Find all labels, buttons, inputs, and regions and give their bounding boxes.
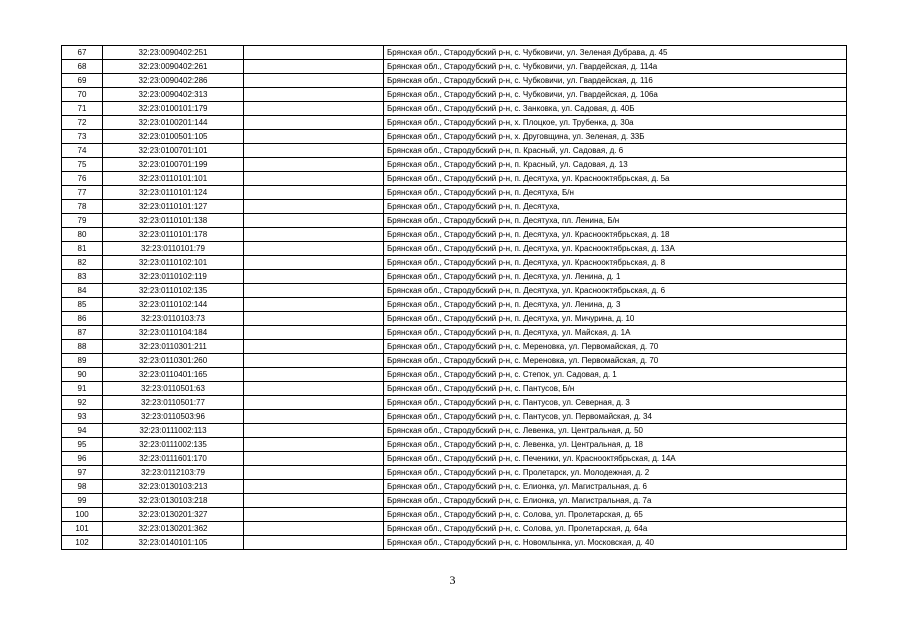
empty-cell [244, 158, 384, 172]
row-number-cell: 67 [62, 46, 103, 60]
cadastral-number-cell: 32:23:0130201:362 [103, 522, 244, 536]
cadastral-number-cell: 32:23:0110501:63 [103, 382, 244, 396]
cadastral-number-cell: 32:23:0110101:127 [103, 200, 244, 214]
cadastral-number-cell: 32:23:0100501:105 [103, 130, 244, 144]
cadastral-number-cell: 32:23:0140101:105 [103, 536, 244, 550]
table-row [62, 480, 847, 494]
address-cell: Брянская обл., Стародубский р-н, п. Красный, ул. Садовая, д. 13 [384, 158, 847, 172]
cadastral-number-cell: 32:23:0130201:327 [103, 508, 244, 522]
row-number-cell: 92 [62, 396, 103, 410]
cadastral-number-cell: 32:23:0110103:73 [103, 312, 244, 326]
cadastral-number-cell: 32:23:0110102:135 [103, 284, 244, 298]
address-cell: Брянская обл., Стародубский р-н, п. Десятуха, Б/н [384, 186, 847, 200]
address-cell: Брянская обл., Стародубский р-н, п. Десятуха, ул. Краснооктябрьская, д. 18 [384, 228, 847, 242]
address-cell: Брянская обл., Стародубский р-н, с. Левенка, ул. Центральная, д. 18 [384, 438, 847, 452]
row-number-cell: 94 [62, 424, 103, 438]
row-number-cell: 98 [62, 480, 103, 494]
table-row [62, 354, 847, 368]
address-cell: Брянская обл., Стародубский р-н, х. Друговщина, ул. Зеленая, д. 33Б [384, 130, 847, 144]
empty-cell [244, 298, 384, 312]
address-cell: Брянская обл., Стародубский р-н, с. Новомлынка, ул. Московская, д. 40 [384, 536, 847, 550]
empty-cell [244, 214, 384, 228]
cadastral-number-cell: 32:23:0110102:144 [103, 298, 244, 312]
row-number-cell: 88 [62, 340, 103, 354]
cadastral-number-cell: 32:23:0111601:170 [103, 452, 244, 466]
address-cell: Брянская обл., Стародубский р-н, с. Елионка, ул. Магистральная, д. 6 [384, 480, 847, 494]
row-number-cell: 90 [62, 368, 103, 382]
table-row [62, 284, 847, 298]
cadastral-number-cell: 32:23:0110102:101 [103, 256, 244, 270]
table-row [62, 186, 847, 200]
empty-cell [244, 172, 384, 186]
empty-cell [244, 368, 384, 382]
address-cell: Брянская обл., Стародубский р-н, п. Десятуха, ул. Майская, д. 1А [384, 326, 847, 340]
table-row [62, 494, 847, 508]
empty-cell [244, 508, 384, 522]
empty-cell [244, 60, 384, 74]
cadastral-number-cell: 32:23:0110101:124 [103, 186, 244, 200]
table-row [62, 158, 847, 172]
cadastral-number-cell: 32:23:0110101:178 [103, 228, 244, 242]
table-row [62, 438, 847, 452]
cadastral-number-cell: 32:23:0112103:79 [103, 466, 244, 480]
row-number-cell: 95 [62, 438, 103, 452]
table-row [62, 256, 847, 270]
row-number-cell: 70 [62, 88, 103, 102]
empty-cell [244, 494, 384, 508]
address-cell: Брянская обл., Стародубский р-н, с. Солова, ул. Пролетарская, д. 65 [384, 508, 847, 522]
address-cell: Брянская обл., Стародубский р-н, п. Десятуха, пл. Ленина, Б/н [384, 214, 847, 228]
address-cell: Брянская обл., Стародубский р-н, п. Десятуха, ул. Краснооктябрьская, д. 8 [384, 256, 847, 270]
cadastral-number-cell: 32:23:0110102:119 [103, 270, 244, 284]
table-row [62, 144, 847, 158]
empty-cell [244, 284, 384, 298]
row-number-cell: 73 [62, 130, 103, 144]
cadastral-number-cell: 32:23:0111002:113 [103, 424, 244, 438]
row-number-cell: 87 [62, 326, 103, 340]
table-row [62, 88, 847, 102]
row-number-cell: 84 [62, 284, 103, 298]
table-row [62, 228, 847, 242]
cadastral-number-cell: 32:23:0100101:179 [103, 102, 244, 116]
address-cell: Брянская обл., Стародубский р-н, п. Десятуха, [384, 200, 847, 214]
row-number-cell: 102 [62, 536, 103, 550]
row-number-cell: 89 [62, 354, 103, 368]
table-row [62, 466, 847, 480]
table-row [62, 200, 847, 214]
empty-cell [244, 74, 384, 88]
cadastral-number-cell: 32:23:0100201:144 [103, 116, 244, 130]
table-row [62, 270, 847, 284]
cadastral-number-cell: 32:23:0110503:96 [103, 410, 244, 424]
empty-cell [244, 228, 384, 242]
address-cell: Брянская обл., Стародубский р-н, с. Чубковичи, ул. Гвардейская, д. 106а [384, 88, 847, 102]
row-number-cell: 100 [62, 508, 103, 522]
empty-cell [244, 186, 384, 200]
cadastral-number-cell: 32:23:0110401:165 [103, 368, 244, 382]
table-row [62, 396, 847, 410]
cadastral-number-cell: 32:23:0100701:199 [103, 158, 244, 172]
row-number-cell: 93 [62, 410, 103, 424]
cadastral-number-cell: 32:23:0090402:251 [103, 46, 244, 60]
address-cell: Брянская обл., Стародубский р-н, п. Десятуха, ул. Ленина, д. 3 [384, 298, 847, 312]
table-row [62, 382, 847, 396]
address-cell: Брянская обл., Стародубский р-н, п. Десятуха, ул. Краснооктябрьская, д. 6 [384, 284, 847, 298]
table-row [62, 298, 847, 312]
table-row [62, 326, 847, 340]
empty-cell [244, 354, 384, 368]
address-cell: Брянская обл., Стародубский р-н, п. Десятуха, ул. Краснооктябрьская, д. 13А [384, 242, 847, 256]
empty-cell [244, 242, 384, 256]
address-cell: Брянская обл., Стародубский р-н, с. Пролетарск, ул. Молодежная, д. 2 [384, 466, 847, 480]
table-row [62, 102, 847, 116]
empty-cell [244, 438, 384, 452]
address-cell: Брянская обл., Стародубский р-н, с. Пантусов, ул. Первомайская, д. 34 [384, 410, 847, 424]
address-cell: Брянская обл., Стародубский р-н, с. Пантусов, Б/н [384, 382, 847, 396]
address-cell: Брянская обл., Стародубский р-н, с. Степок, ул. Садовая, д. 1 [384, 368, 847, 382]
empty-cell [244, 410, 384, 424]
table-row [62, 452, 847, 466]
property-table-body [62, 46, 847, 550]
empty-cell [244, 102, 384, 116]
table-row [62, 60, 847, 74]
row-number-cell: 79 [62, 214, 103, 228]
row-number-cell: 83 [62, 270, 103, 284]
table-row [62, 410, 847, 424]
address-cell: Брянская обл., Стародубский р-н, с. Мереновка, ул. Первомайская, д. 70 [384, 340, 847, 354]
empty-cell [244, 88, 384, 102]
row-number-cell: 91 [62, 382, 103, 396]
cadastral-number-cell: 32:23:0110101:101 [103, 172, 244, 186]
address-cell: Брянская обл., Стародубский р-н, с. Чубковичи, ул. Зеленая Дубрава, д. 45 [384, 46, 847, 60]
empty-cell [244, 312, 384, 326]
cadastral-number-cell: 32:23:0110501:77 [103, 396, 244, 410]
address-cell: Брянская обл., Стародубский р-н, с. Печеники, ул. Краснооктябрьская, д. 14А [384, 452, 847, 466]
row-number-cell: 81 [62, 242, 103, 256]
table-row [62, 340, 847, 354]
address-cell: Брянская обл., Стародубский р-н, п. Десятуха, ул. Ленина, д. 1 [384, 270, 847, 284]
address-cell: Брянская обл., Стародубский р-н, п. Десятуха, ул. Краснооктябрьская, д. 5а [384, 172, 847, 186]
table-row [62, 522, 847, 536]
address-cell: Брянская обл., Стародубский р-н, с. Мереновка, ул. Первомайская, д. 70 [384, 354, 847, 368]
empty-cell [244, 270, 384, 284]
address-cell: Брянская обл., Стародубский р-н, с. Елионка, ул. Магистральная, д. 7а [384, 494, 847, 508]
row-number-cell: 99 [62, 494, 103, 508]
address-cell: Брянская обл., Стародубский р-н, п. Красный, ул. Садовая, д. 6 [384, 144, 847, 158]
cadastral-number-cell: 32:23:0110104:184 [103, 326, 244, 340]
table-row [62, 172, 847, 186]
row-number-cell: 82 [62, 256, 103, 270]
cadastral-number-cell: 32:23:0090402:261 [103, 60, 244, 74]
page-number: 3 [449, 573, 456, 587]
row-number-cell: 69 [62, 74, 103, 88]
address-cell: Брянская обл., Стародубский р-н, х. Плоцкое, ул. Трубенка, д. 30а [384, 116, 847, 130]
cadastral-number-cell: 32:23:0090402:313 [103, 88, 244, 102]
table-row [62, 46, 847, 60]
cadastral-number-cell: 32:23:0100701:101 [103, 144, 244, 158]
row-number-cell: 86 [62, 312, 103, 326]
address-cell: Брянская обл., Стародубский р-н, с. Пантусов, ул. Северная, д. 3 [384, 396, 847, 410]
row-number-cell: 76 [62, 172, 103, 186]
empty-cell [244, 46, 384, 60]
address-cell: Брянская обл., Стародубский р-н, с. Чубковичи, ул. Гвардейская, д. 116 [384, 74, 847, 88]
cadastral-number-cell: 32:23:0130103:213 [103, 480, 244, 494]
empty-cell [244, 326, 384, 340]
cadastral-number-cell: 32:23:0130103:218 [103, 494, 244, 508]
cadastral-number-cell: 32:23:0110101:138 [103, 214, 244, 228]
empty-cell [244, 200, 384, 214]
table-row [62, 116, 847, 130]
empty-cell [244, 424, 384, 438]
empty-cell [244, 480, 384, 494]
address-cell: Брянская обл., Стародубский р-н, с. Занковка, ул. Садовая, д. 40Б [384, 102, 847, 116]
empty-cell [244, 452, 384, 466]
empty-cell [244, 256, 384, 270]
empty-cell [244, 466, 384, 480]
address-cell: Брянская обл., Стародубский р-н, с. Чубковичи, ул. Гвардейская, д. 114а [384, 60, 847, 74]
row-number-cell: 72 [62, 116, 103, 130]
cadastral-number-cell: 32:23:0111002:135 [103, 438, 244, 452]
table-row [62, 242, 847, 256]
cadastral-number-cell: 32:23:0110301:260 [103, 354, 244, 368]
address-cell: Брянская обл., Стародубский р-н, п. Десятуха, ул. Мичурина, д. 10 [384, 312, 847, 326]
table-row [62, 368, 847, 382]
row-number-cell: 78 [62, 200, 103, 214]
empty-cell [244, 536, 384, 550]
property-table [61, 45, 847, 550]
table-row [62, 214, 847, 228]
row-number-cell: 77 [62, 186, 103, 200]
table-row [62, 74, 847, 88]
row-number-cell: 68 [62, 60, 103, 74]
row-number-cell: 75 [62, 158, 103, 172]
table-row [62, 536, 847, 550]
row-number-cell: 80 [62, 228, 103, 242]
empty-cell [244, 382, 384, 396]
row-number-cell: 97 [62, 466, 103, 480]
cadastral-number-cell: 32:23:0110101:79 [103, 242, 244, 256]
table-row [62, 508, 847, 522]
empty-cell [244, 522, 384, 536]
address-cell: Брянская обл., Стародубский р-н, с. Левенка, ул. Центральная, д. 50 [384, 424, 847, 438]
empty-cell [244, 396, 384, 410]
table-row [62, 130, 847, 144]
row-number-cell: 74 [62, 144, 103, 158]
table-row [62, 424, 847, 438]
row-number-cell: 96 [62, 452, 103, 466]
cadastral-number-cell: 32:23:0110301:211 [103, 340, 244, 354]
empty-cell [244, 116, 384, 130]
cadastral-number-cell: 32:23:0090402:286 [103, 74, 244, 88]
row-number-cell: 85 [62, 298, 103, 312]
empty-cell [244, 340, 384, 354]
empty-cell [244, 144, 384, 158]
empty-cell [244, 130, 384, 144]
row-number-cell: 71 [62, 102, 103, 116]
table-row [62, 312, 847, 326]
address-cell: Брянская обл., Стародубский р-н, с. Солова, ул. Пролетарская, д. 64а [384, 522, 847, 536]
row-number-cell: 101 [62, 522, 103, 536]
